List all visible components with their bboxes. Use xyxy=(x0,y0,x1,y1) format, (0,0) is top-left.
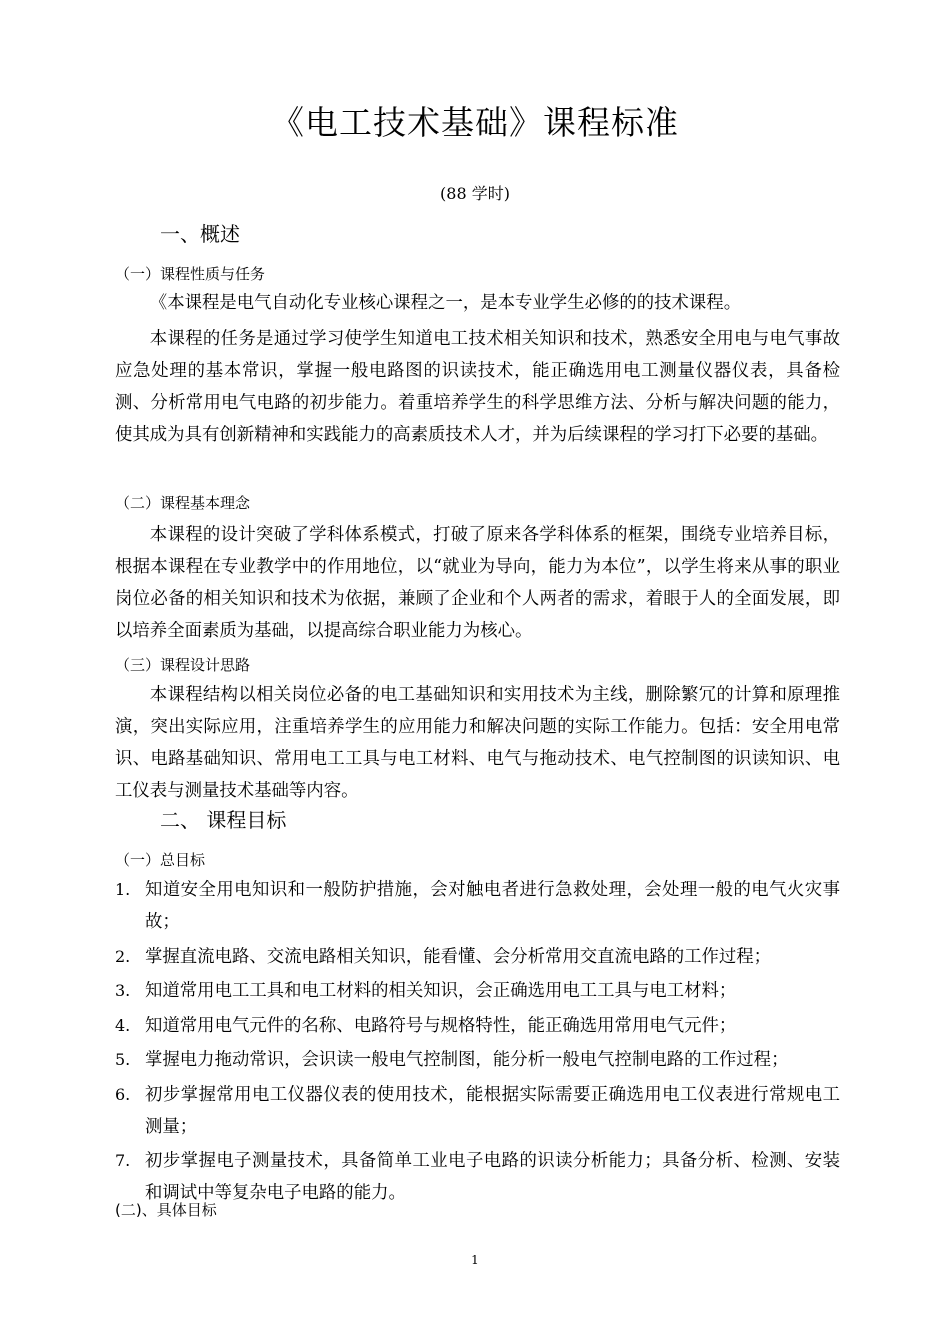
list-item-text: 掌握电力拖动常识，会识读一般电气控制图，能分析一般电气控制电路的工作过程； xyxy=(145,1050,789,1070)
document-title: 《电工技术基础》课程标准 xyxy=(271,103,679,142)
list-item xyxy=(115,1079,840,1143)
overall-goal-list xyxy=(115,874,840,1212)
list-item-number: 6. xyxy=(115,1084,131,1104)
subsection-heading-specific-goals: (二)、具体目标 xyxy=(115,1201,217,1219)
list-item-text: 知道安全用电知识和一般防护措施，会对触电者进行急救处理，会处理一般的电气火灾事故； xyxy=(145,880,840,932)
paragraph-course-nature: 《本课程是电气自动化专业核心课程之一，是本专业学生必修的的技术课程。 xyxy=(149,293,742,313)
paragraph-course-task: 本课程的任务是通过学习使学生知道电工技术相关知识和技术，熟悉安全用电与电气事故应急处理的基本常识，掌握一般电路图的识读技术，能正确选用电工测量仪器仪表，具备检测、分析常用电气电路的初步能力。着重培养学生的科学思维方法、分析与解决问题的能力，使其成为具有创新精神和实践能力的高素质技术人才，并为后续课程的学习打下必要的基础。 xyxy=(115,329,840,445)
list-item-number: 5. xyxy=(115,1050,131,1069)
list-item-text: 初步掌握常用电工仪器仪表的使用技术，能根据实际需要正确选用电工仪表进行常规电工测量； xyxy=(145,1084,840,1137)
list-item xyxy=(115,874,840,938)
paragraph-design-idea: 本课程结构以相关岗位必备的电工基础知识和实用技术为主线，删除繁冗的计算和原理推演，突出实际应用，注重培养学生的应用能力和解决问题的实际工作能力。包括：安全用电常识、电路基础知识、常用电工工具与电工材料、电气与拖动技术、电气控制图的识读知识、电工仪表与测量技术基础等内容。 xyxy=(115,685,840,801)
list-item-text: 掌握直流电路、交流电路相关知识，能看懂、会分析常用交直流电路的工作过程； xyxy=(145,946,772,967)
list-item xyxy=(115,975,840,1007)
subsection-heading-overall-goal: （一）总目标 xyxy=(115,851,206,869)
page-number: 1 xyxy=(471,1253,479,1267)
list-item-text: 初步掌握电子测量技术，具备简单工业电子电路的识读分析能力；具备分析、检测、安装和调试中等复杂电子电路的能力。 xyxy=(145,1151,840,1203)
list-item-number: 4. xyxy=(115,1015,131,1035)
list-item-number: 7. xyxy=(115,1151,131,1170)
list-item-number: 3. xyxy=(115,981,131,1000)
list-item xyxy=(115,1145,840,1209)
section-heading-overview: 一、概述 xyxy=(160,222,240,246)
list-item xyxy=(115,941,840,973)
subsection-heading-basic-concept: （二）课程基本理念 xyxy=(115,494,251,512)
paragraph-basic-concept: 本课程的设计突破了学科体系模式，打破了原来各学科体系的框架，围绕专业培养目标，根据本课程在专业教学中的作用地位，以“就业为导向，能力为本位”，以学生将来从事的职业岗位必备的相关知识和技术为依据，兼顾了企业和个人两者的需求，着眼于人的全面发展，即以培养全面素质为基础，以提高综合职业能力为核心。 xyxy=(115,525,840,641)
list-item xyxy=(115,1044,840,1076)
section-heading-course-goals: 二、 课程目标 xyxy=(160,808,287,832)
list-item-text: 知道常用电气元件的名称、电路符号与规格特性，能正确选用常用电气元件； xyxy=(145,1015,737,1036)
list-item-number: 1. xyxy=(115,880,131,899)
subsection-heading-nature-task: （一）课程性质与任务 xyxy=(115,265,266,283)
course-hours: (88 学时) xyxy=(440,184,510,203)
list-item xyxy=(115,1010,840,1042)
subsection-heading-design-idea: （三）课程设计思路 xyxy=(115,656,251,674)
list-item-text: 知道常用电工工具和电工材料的相关知识，会正确选用电工工具与电工材料； xyxy=(145,981,737,1001)
list-item-number: 2. xyxy=(115,946,131,966)
